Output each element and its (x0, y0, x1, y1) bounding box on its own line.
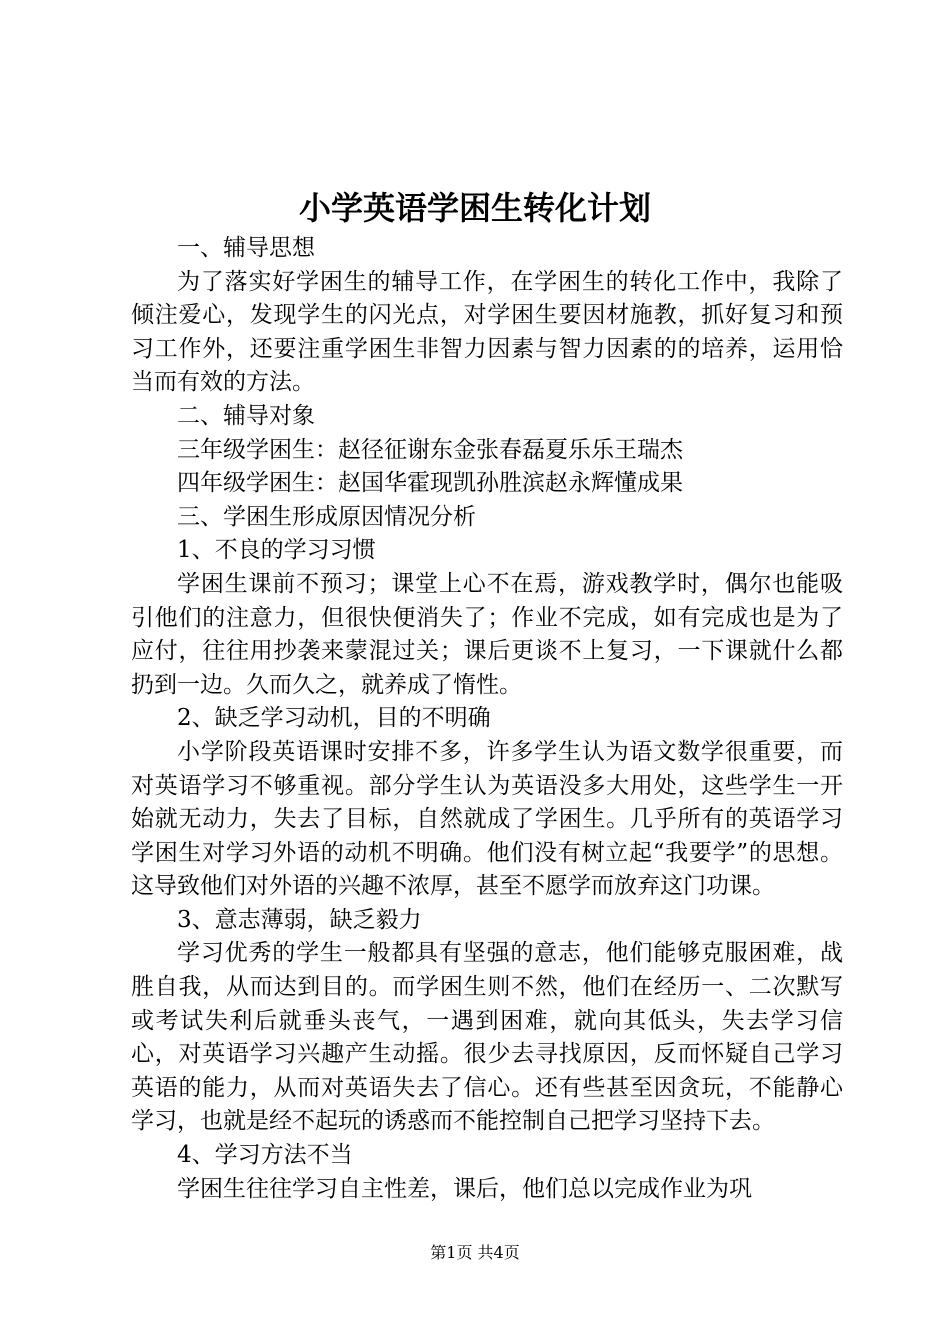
page-number-footer: 第1页 共4页 (430, 1243, 520, 1262)
document-body (131, 232, 843, 1206)
section-heading-causes: 三、学困生形成原因情况分析 (177, 503, 476, 530)
subheading-poor-methods: 4、学习方法不当 (177, 1142, 353, 1169)
section-heading-guidance: 一、辅导思想 (177, 235, 315, 261)
paragraph: 学困生课前不预习；课堂上心不在焉，游戏教学时，偶尔也能吸引他们的注意力，但很快便消失了；作业不完成，如有完成也是为了应付，往往用抄袭来蒙混过关；课后更谈不上复习，一下课就什么都扔到一边。久而久之，就养成了惰性。 (131, 570, 843, 698)
grade-three-students: 三年级学困生：赵径征谢东金张春磊夏乐乐王瑞杰 (177, 436, 683, 463)
subheading-bad-habits: 1、不良的学习习惯 (177, 537, 376, 564)
paragraph: 学困生往往学习自主性差，课后，他们总以完成作业为巩 (177, 1175, 752, 1202)
paragraph: 为了落实好学困生的辅导工作，在学困生的转化工作中，我除了倾注爱心，发现学生的闪光点，对学困生要因材施教，抓好复习和预习工作外，还要注重学困生非智力因素与智力因素的的培养，运用恰当而有效的方法。 (131, 268, 843, 396)
paragraph: 小学阶段英语课时安排不多，许多学生认为语文数学很重要，而对英语学习不够重视。部分学生认为英语没多大用处，这些学生一开始就无动力，失去了目标，自然就成了学困生。几乎所有的英语学习学困生对学习外语的动机不明确。他们没有树立起“我要学”的思想。这导致他们对外语的兴趣不浓厚，甚至不愿学而放弃这门功课。 (131, 738, 843, 900)
subheading-weak-will: 3、意志薄弱，缺乏毅力 (177, 906, 422, 933)
paragraph: 学习优秀的学生一般都具有坚强的意志，他们能够克服困难，战胜自我，从而达到目的。而学困生则不然，他们在经历一、二次默写或考试失利后就垂头丧气，一遇到困难，就向其低头，失去学习信心，对英语学习兴趣产生动摇。很少去寻找原因，反而怀疑自己学习英语的能力，从而对英语失去了信心。还有些甚至因贪玩，不能静心学习，也就是经不起玩的诱惑而不能控制自己把学习坚持下去。 (131, 940, 843, 1135)
document-title: 小学英语学困生转化计划 (298, 189, 651, 227)
subheading-lack-motivation: 2、缺乏学习动机，目的不明确 (177, 705, 491, 732)
section-heading-targets: 二、辅导对象 (177, 402, 315, 429)
grade-four-students: 四年级学困生：赵国华霍现凯孙胜滨赵永辉懂成果 (177, 470, 683, 497)
